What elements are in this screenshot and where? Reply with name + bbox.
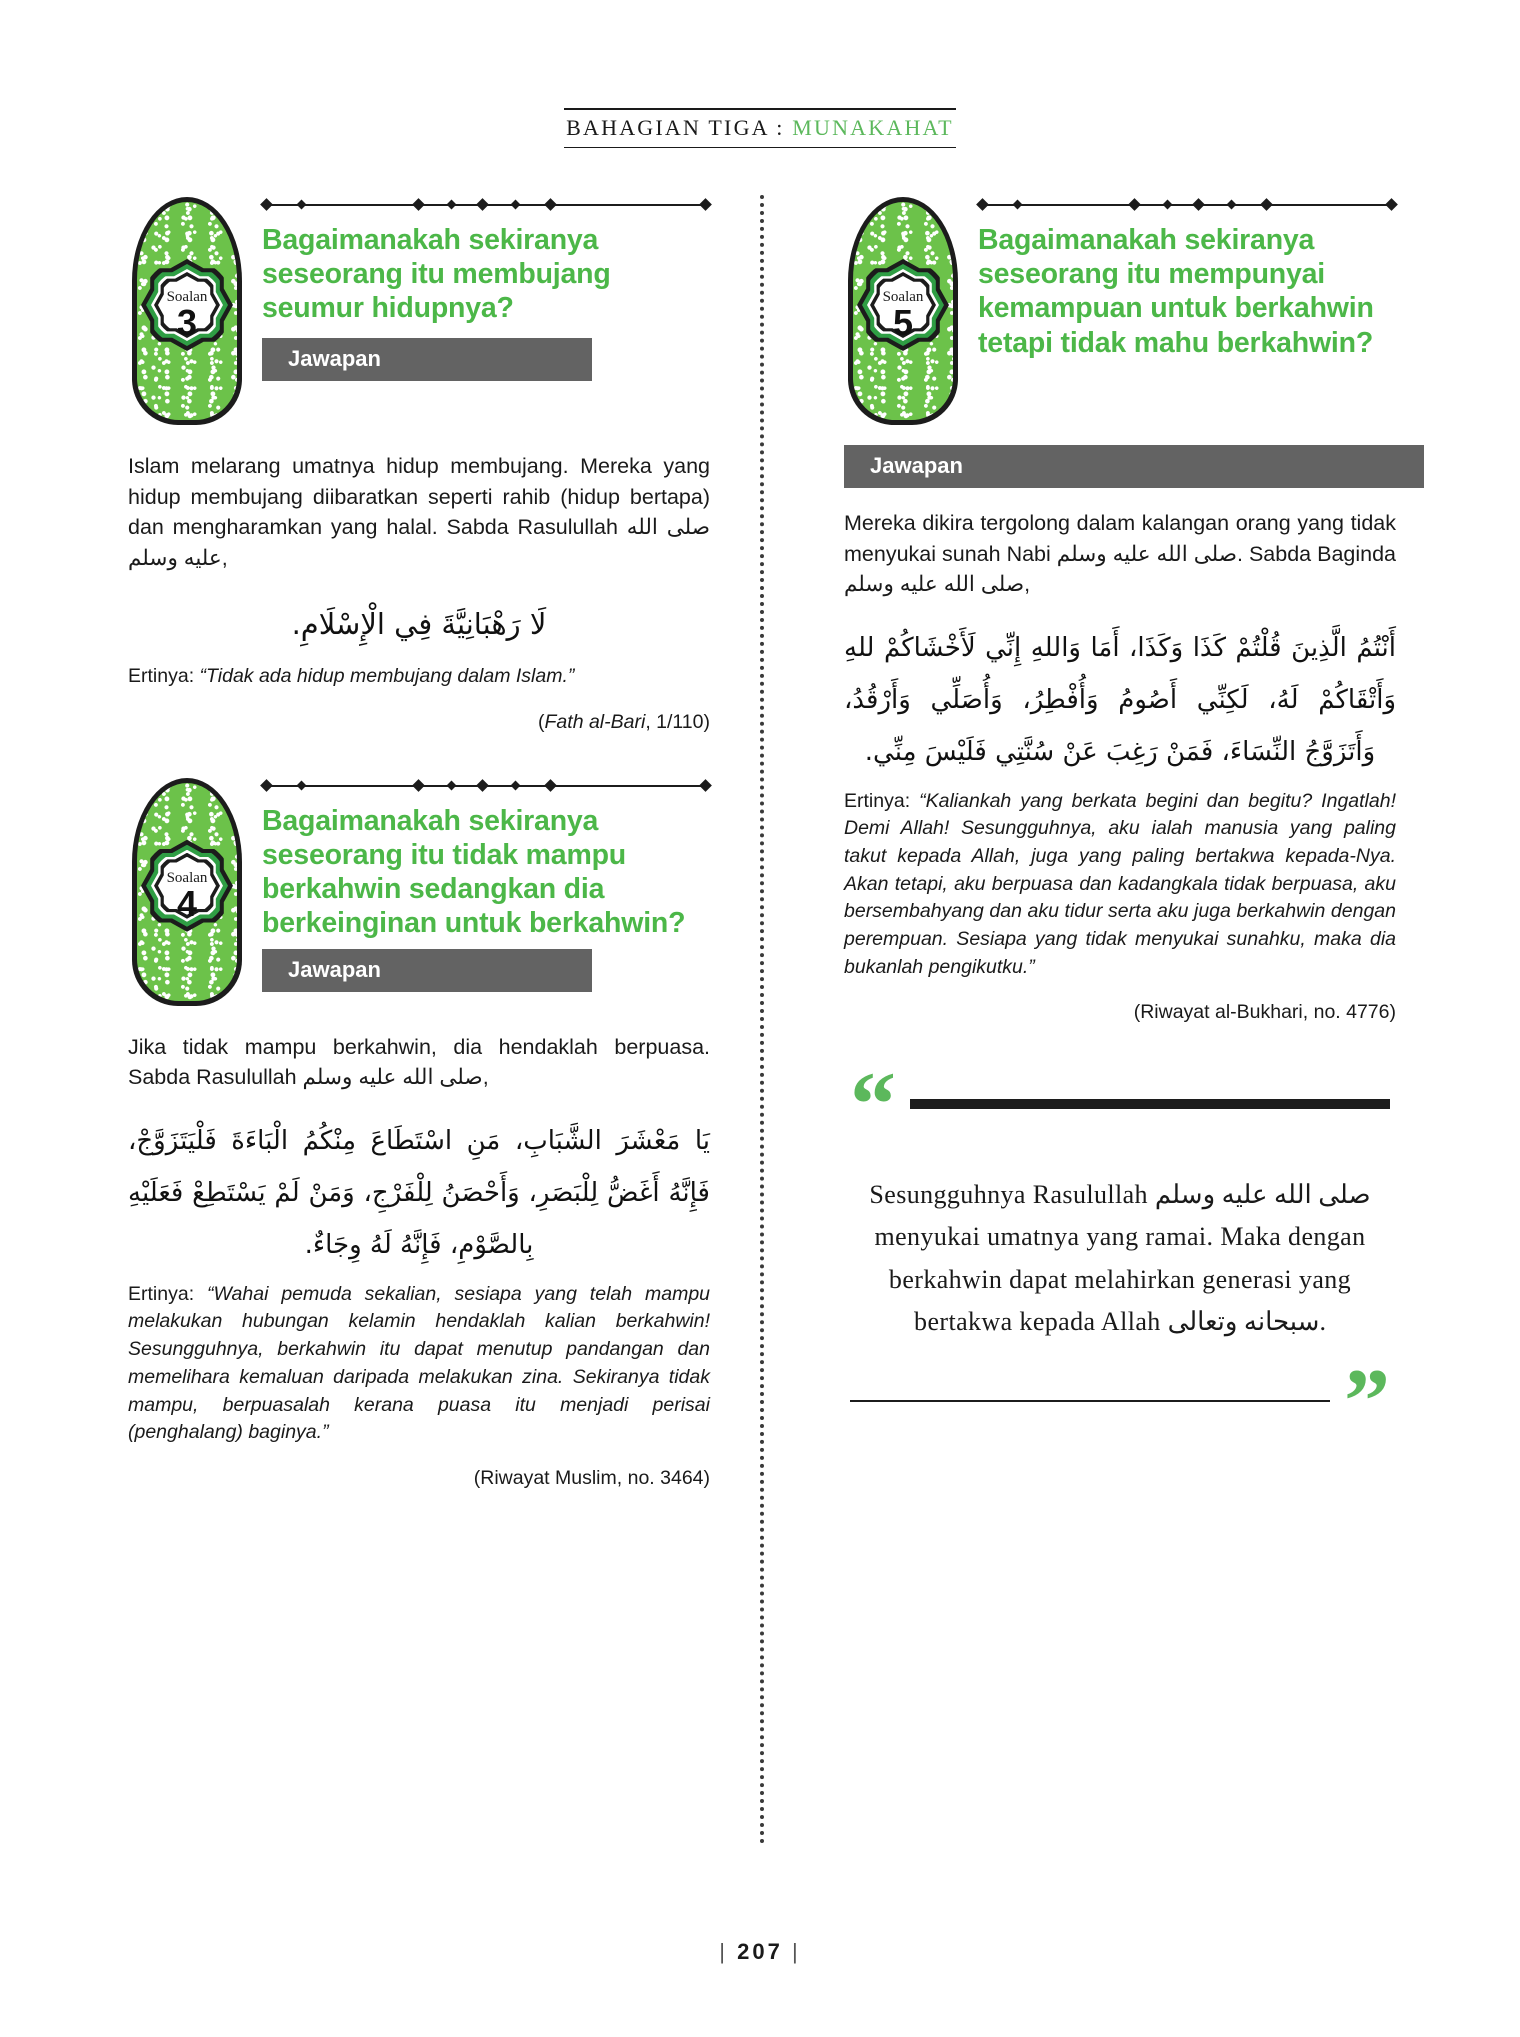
translation-text: “Wahai pemuda sekalian, sesiapa yang telah mampu melakukan hubungan kelamin hendaklah kalian berkahwin! Sesungguhnya, berkahwin itu dapat menutup pandangan dan memelihara kemaluan daripada melakukan zina. Sekiranya tidak mampu, berpuasalah kerana puasa itu menjadi perisai (penghalang) baginya.” (128, 1282, 711, 1444)
question-title-side-4 (262, 776, 710, 992)
footer-right-bar: | (791, 1939, 801, 1964)
rule-diamond (297, 200, 307, 210)
dotted-divider-line (760, 195, 764, 1845)
left-column (128, 195, 728, 1845)
footer-left-bar: | (719, 1939, 729, 1964)
source-rest: , 1/110) (645, 710, 710, 733)
question-title: Bagaimanakah sekiranya seseorang itu tidak mampu berkahwin sedangkan dia berkeinginan untuk berkahwin? (262, 804, 686, 940)
rule-diamond (476, 198, 489, 211)
page-title (566, 115, 954, 141)
running-header (0, 108, 1520, 148)
ertinya-label: Ertinya: (844, 789, 911, 812)
rule-diamond (544, 198, 557, 211)
source-citation-3: (Fath al-Bari, 1/110) (538, 710, 710, 733)
right-column (796, 195, 1396, 1845)
ertinya-label: Ertinya: (128, 665, 195, 688)
soalan-badge-3 (128, 197, 246, 429)
pull-quote-rule-top (910, 1099, 1390, 1109)
answer-body-5: Mereka dikira tergolong dalam kalangan orang yang tidak menyukai sunah Nabi صلى الله عليه وسلم. Sabda Baginda صلى الله عليه وسلم, (844, 511, 1397, 597)
rule-diamond (260, 198, 273, 211)
question-title-side-3 (262, 195, 710, 381)
rule-diamond (412, 198, 425, 211)
header-accent: MUNAKAHAT (792, 115, 954, 140)
rule-diamond (1260, 198, 1273, 211)
badge-medallion (141, 840, 233, 932)
ornamental-rule (978, 197, 1396, 213)
question-header-3 (128, 195, 710, 429)
rule-diamond (1163, 200, 1173, 210)
jawapan-banner: Jawapan (844, 445, 1424, 488)
question-header-5 (844, 195, 1396, 429)
badge-soalan-label: Soalan (166, 289, 208, 305)
ornamental-rule (262, 778, 710, 794)
badge-soalan-label: Soalan (882, 289, 924, 305)
translation-3 (128, 663, 710, 691)
rule-diamond (699, 779, 712, 792)
translation-5 (844, 788, 1396, 982)
column-divider (728, 195, 796, 1845)
badge-soalan-label: Soalan (166, 869, 208, 886)
rule-diamond (412, 779, 425, 792)
rule-diamond (1013, 200, 1023, 210)
ornamental-rule (262, 197, 710, 213)
translation-text: “Tidak ada hidup membujang dalam Islam.” (199, 665, 575, 688)
rule-diamond (511, 200, 521, 210)
soalan-badge-5 (844, 197, 962, 429)
pull-quote-bottom (850, 1349, 1390, 1452)
rule-diamond (544, 779, 557, 792)
question-block-5 (844, 195, 1396, 1024)
pull-quote (844, 1053, 1396, 1452)
pull-quote-top (850, 1053, 1390, 1156)
header-rule-box (564, 108, 956, 148)
question-title: Bagaimanakah sekiranya seseorang itu mempunyai kemampuan untuk berkahwin tetapi tidak mahu berkahwin? (978, 224, 1374, 359)
hadith-arabic-3: لَا رَهْبَانِيَّةَ فِي الْإِسْلَامِ. (291, 607, 547, 642)
question-header-4 (128, 776, 710, 1010)
rule-diamond (1192, 198, 1205, 211)
rule-diamond (297, 780, 307, 790)
badge-number: 5 (892, 302, 914, 343)
badge-medallion (141, 259, 233, 351)
source-citation-4: (Riwayat Muslim, no. 3464) (473, 1466, 710, 1489)
ertinya-label: Ertinya: (128, 1282, 195, 1305)
question-title-side-5 (978, 195, 1396, 360)
page-footer (0, 1939, 1520, 1965)
quote-close-icon: ” (1344, 1349, 1390, 1452)
pull-quote-text: Sesungguhnya Rasulullah صلى الله عليه وسلم menyukai umatnya yang ramai. Maka dengan berkahwin dapat melahirkan generasi yang bertakwa kepada Allah سبحانه وتعالى. (869, 1180, 1371, 1336)
jawapan-banner: Jawapan (262, 338, 592, 381)
rule-diamond (976, 198, 989, 211)
rule-bar (978, 204, 1396, 206)
source-citation-5: (Riwayat al-Bukhari, no. 4776) (1133, 1001, 1396, 1024)
badge-medallion (857, 259, 949, 351)
two-column-layout (128, 195, 1396, 1845)
header-prefix: BAHAGIAN TIGA : (566, 115, 793, 140)
translation-4 (128, 1281, 710, 1447)
rule-diamond (1385, 198, 1398, 211)
translation-text: “Kaliankah yang berkata begini dan begitu? Ingatlah! Demi Allah! Sesungguhnya, aku ialah manusia yang paling takut kepada Allah, juga yang paling bertakwa kepada-Nya. Akan tetapi, aku berpuasa dan kadangkala tidak berpuasa, aku bersembahyang dan aku tidur serta aku juga berkahwin dengan perempuan. Sesiapa yang tidak menyukai sunahku, maka dia bukanlah pengikutku.” (844, 789, 1396, 978)
jawapan-banner: Jawapan (262, 949, 592, 992)
rule-diamond (260, 779, 273, 792)
question-block-3 (128, 195, 710, 734)
rule-diamond (699, 198, 712, 211)
hadith-arabic-5: أَنْتُمُ الَّذِينَ قُلْتُمْ كَذَا وَكَذَا، أَمَا وَاللهِ إِنِّي لَأَخْشَاكُمْ للهِ وَأَتْقَاكُمْ لَهُ، لَكِنِّي أَصُومُ وَأُفْطِرُ، وَأُصَلِّي وَأَرْقُدُ، وَأَتَزَوَّجُ النِّسَاءَ، فَمَنْ رَغِبَ عَنْ سُنَّتِي فَلَيْسَ مِنِّي. (844, 632, 1396, 767)
badge-number: 4 (176, 882, 198, 924)
badge-number: 3 (176, 302, 198, 343)
page-number: 207 (737, 1939, 783, 1964)
rule-diamond (1227, 200, 1237, 210)
question-title: Bagaimanakah sekiranya seseorang itu membujang seumur hidupnya? (262, 224, 611, 325)
question-block-4 (128, 776, 710, 1490)
rule-diamond (1128, 198, 1141, 211)
rule-diamond (447, 780, 457, 790)
quote-open-icon: “ (850, 1053, 896, 1156)
hadith-arabic-4: يَا مَعْشَرَ الشَّبَابِ، مَنِ اسْتَطَاعَ مِنْكُمُ الْبَاءَةَ فَلْيَتَزَوَّجْ، فَإِنَّهُ أَغَضُّ لِلْبَصَرِ، وَأَحْصَنُ لِلْفَرْجِ، وَمَنْ لَمْ يَسْتَطِعْ فَعَلَيْهِ بِالصَّوْمِ، فَإِنَّهُ لَهُ وِجَاءٌ. (128, 1125, 710, 1260)
soalan-badge-4 (128, 778, 246, 1010)
source-title: Fath al-Bari (544, 710, 646, 733)
answer-body-3: Islam melarang umatnya hidup membujang. Mereka yang hidup membujang diibaratkan seperti rahib (hidup bertapa) dan mengharamkan yang halal. Sabda Rasulullah صلى الله عليه وسلم, (128, 454, 710, 570)
answer-body-4: Jika tidak mampu berkahwin, dia hendaklah berpuasa. Sabda Rasulullah صلى الله عليه وسلم, (128, 1034, 710, 1090)
pull-quote-rule-bottom (850, 1400, 1330, 1402)
rule-diamond (511, 780, 521, 790)
rule-diamond (447, 200, 457, 210)
rule-diamond (476, 779, 489, 792)
